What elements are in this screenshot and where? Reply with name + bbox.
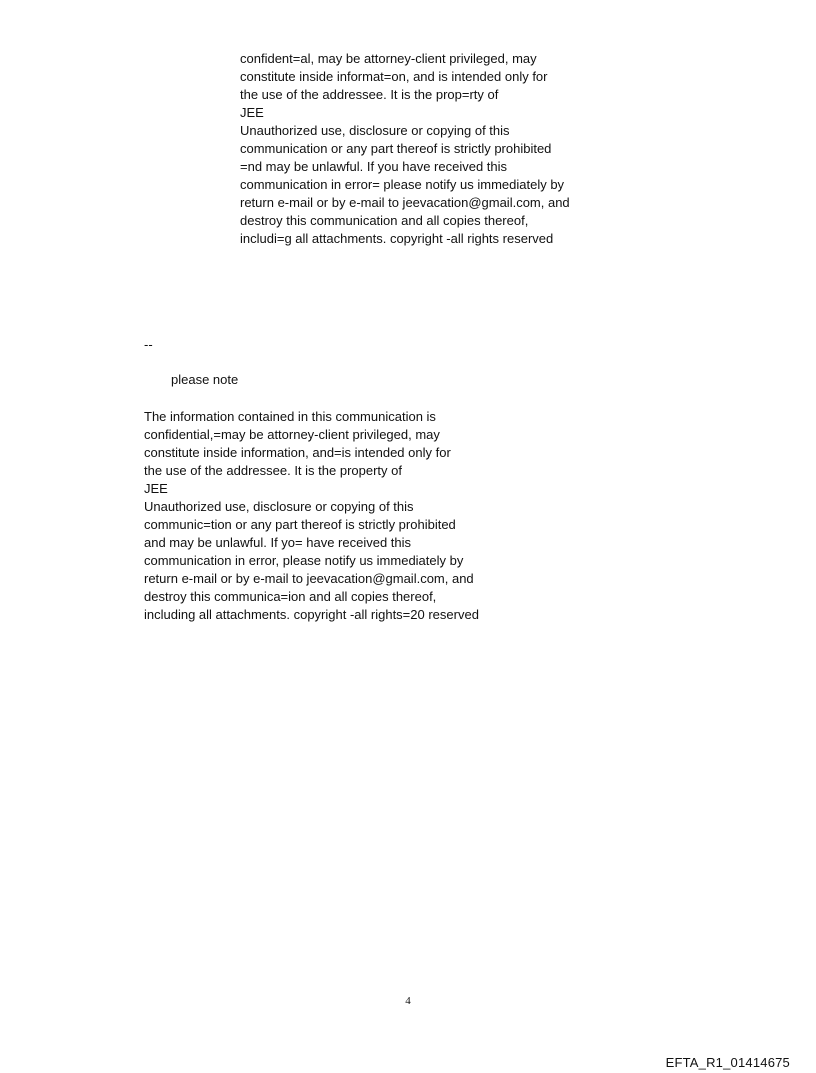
disclaimer-line: confidential,=may be attorney-client privileged, may bbox=[144, 427, 440, 442]
disclaimer-line: Unauthorized use, disclosure or copying of this bbox=[240, 123, 510, 138]
disclaimer-line: the use of the addressee. It is the prop=rty of bbox=[240, 87, 499, 102]
disclaimer-line: destroy this communication and all copies thereof, bbox=[240, 213, 529, 228]
disclaimer-line: includi=g all attachments. copyright -all rights reserved bbox=[240, 231, 554, 246]
disclaimer-line: constitute inside informat=on, and is intended only for bbox=[240, 69, 548, 84]
disclaimer-line: the use of the addressee. It is the property of bbox=[144, 463, 402, 478]
signature-separator: -- bbox=[144, 337, 153, 352]
document-id: EFTA_R1_01414675 bbox=[665, 1055, 790, 1070]
disclaimer-line: communic=tion or any part thereof is strictly prohibited bbox=[144, 517, 456, 532]
page-number: 4 bbox=[405, 995, 411, 1007]
disclaimer-line: JEE bbox=[144, 481, 168, 496]
disclaimer-line: =nd may be unlawful. If you have received this bbox=[240, 159, 508, 174]
disclaimer-line: JEE bbox=[240, 105, 264, 120]
disclaimer-line: communication in error= please notify us immediately by bbox=[240, 177, 565, 192]
disclaimer-line: constitute inside information, and=is intended only for bbox=[144, 445, 451, 460]
disclaimer-line: and may be unlawful. If yo= have received this bbox=[144, 535, 412, 550]
disclaimer-line: communication in error, please notify us immediately by bbox=[144, 553, 464, 568]
note-heading: please note bbox=[171, 372, 239, 387]
disclaimer-line: return e-mail or by e-mail to jeevacation@gmail.com, and bbox=[144, 571, 474, 586]
disclaimer-line: Unauthorized use, disclosure or copying of this bbox=[144, 499, 414, 514]
disclaimer-line: communication or any part thereof is strictly prohibited bbox=[240, 141, 552, 156]
disclaimer-line: The information contained in this communication is bbox=[144, 409, 436, 424]
disclaimer-line: return e-mail or by e-mail to jeevacation@gmail.com, and bbox=[240, 195, 570, 210]
disclaimer-line: including all attachments. copyright -all rights=20 reserved bbox=[144, 607, 479, 622]
disclaimer-line: destroy this communica=ion and all copies thereof, bbox=[144, 589, 437, 604]
disclaimer-line: confident=al, may be attorney-client privileged, may bbox=[240, 51, 537, 66]
